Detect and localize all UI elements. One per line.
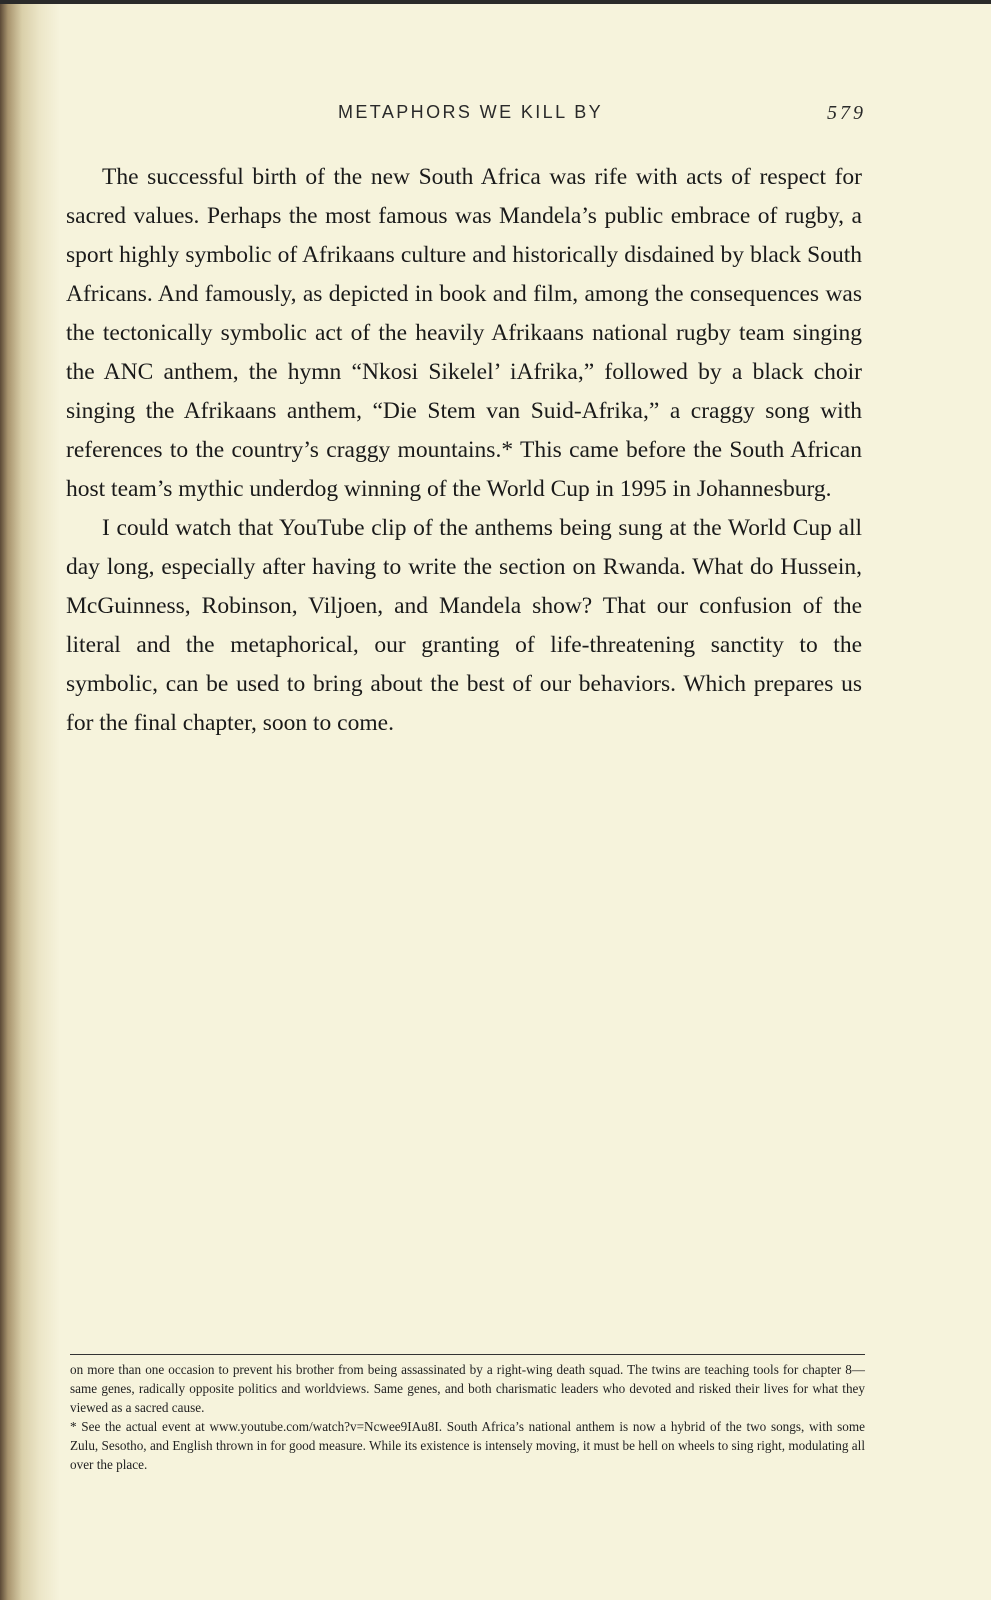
page-top-edge	[0, 0, 991, 4]
body-text	[66, 158, 862, 743]
body-paragraph-1: The successful birth of the new South Africa was rife with acts of respect for sacred values. Perhaps the most famous was Mandela’s public embrace of rugby, a sport highly symbolic of Afrikaans culture and historically disdained by black South Africans. And famously, as depicted in book and film, among the consequences was the tectonically symbolic act of the heavily Afrikaans national rugby team singing the ANC anthem, the hymn “Nkosi Sikelel’ iAfrika,” followed by a black choir singing the Afrikaans anthem, “Die Stem van Suid-Afrika,” a craggy song with references to the country’s craggy mountains.* This came before the South African host team’s mythic underdog winning of the World Cup in 1995 in Johannesburg.	[66, 164, 862, 502]
running-head: METAPHORS WE KILL BY	[338, 102, 604, 122]
book-gutter-shadow	[0, 0, 60, 1600]
body-paragraph-2: I could watch that YouTube clip of the anthems being sung at the World Cup all day long, especially after having to write the section on Rwanda. What do Hussein, McGuinness, Robinson, Viljoen, and Mandela show? That our confusion of the literal and the metaphorical, our granting of life-threatening sanctity to the symbolic, can be used to bring about the best of our behaviors. Which prepares us for the final chapter, soon to come.	[66, 515, 862, 736]
page-header	[66, 102, 866, 126]
footnotes	[70, 1360, 865, 1474]
footnote-continued: on more than one occasion to prevent his brother from being assassinated by a right-wing death squad. The twins are teaching tools for chapter 8—same genes, radically opposite politics and worldviews. Same genes, and both charismatic leaders who devoted and risked their lives for what they viewed as a sacred cause.	[70, 1362, 865, 1415]
footnote-rule	[70, 1354, 865, 1355]
footnote-asterisk: * See the actual event at www.youtube.com/watch?v=Ncwee9IAu8I. South Africa’s national anthem is now a hybrid of the two songs, with some Zulu, Sesotho, and English thrown in for good measure. While its existence is intensely moving, it must be hell on wheels to sing right, modulating all over the place.	[70, 1419, 865, 1472]
page-number: 579	[827, 102, 866, 124]
